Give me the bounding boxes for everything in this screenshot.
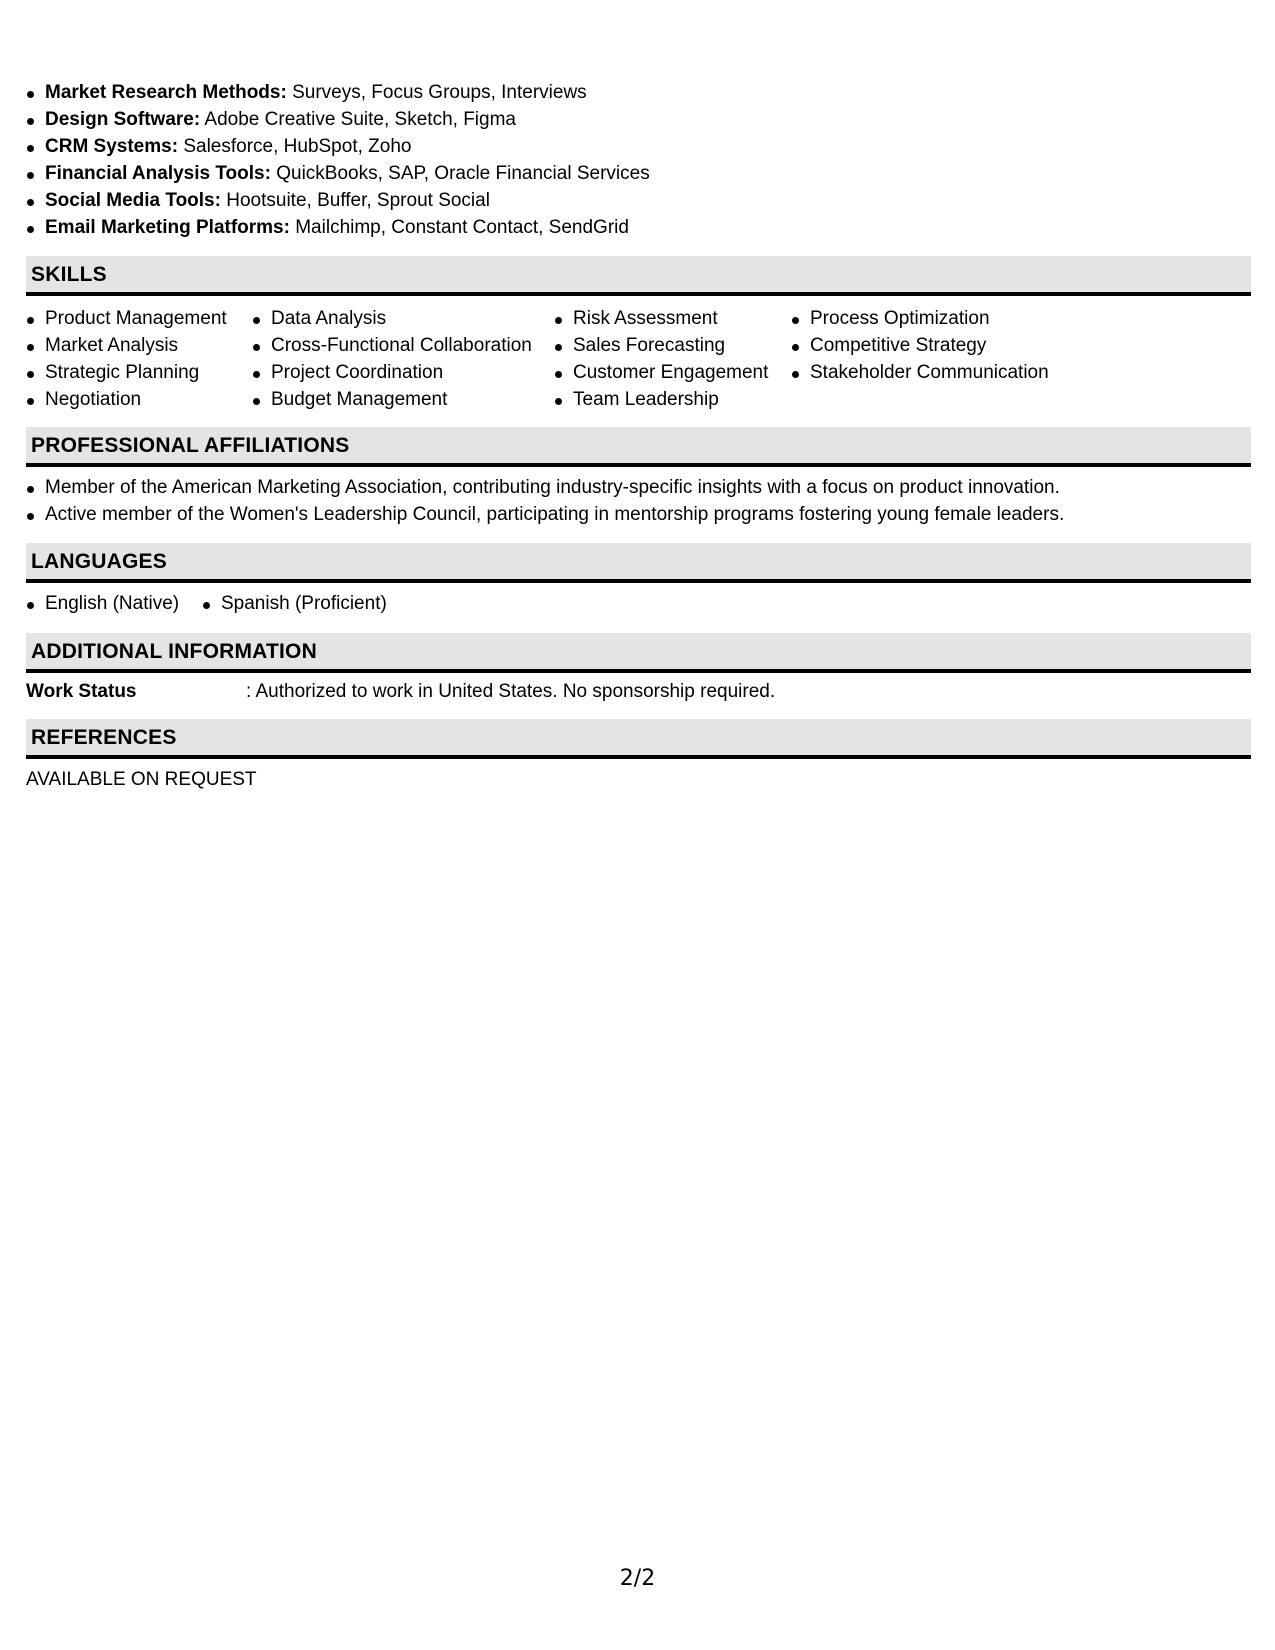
skill-item: [252, 333, 532, 360]
affiliations-section: [26, 427, 1251, 529]
skills-column: [554, 306, 768, 414]
skill-label: Stakeholder Communication: [810, 362, 1049, 383]
skill-item: [26, 333, 227, 360]
skill-item: [791, 333, 1049, 360]
references-section: [26, 719, 1251, 793]
skill-label: Budget Management: [271, 389, 448, 410]
skill-item: [252, 360, 532, 387]
skill-label: Product Management: [45, 308, 227, 329]
bullet-icon: [792, 344, 799, 351]
tool-label: CRM Systems:: [45, 136, 179, 157]
skill-item: [554, 306, 768, 333]
page-number: 2/2: [619, 1566, 656, 1591]
work-status-row: [26, 679, 1251, 707]
bullet-icon: [27, 199, 34, 206]
language-item: [26, 591, 179, 617]
tool-value: Hootsuite, Buffer, Sprout Social: [220, 190, 490, 211]
list-item: [26, 502, 1251, 529]
work-status-value: : Authorized to work in United States. No sponsorship required.: [246, 681, 776, 702]
bullet-icon: [27, 172, 34, 179]
bullet-icon: [792, 317, 799, 324]
skills-column: [252, 306, 532, 414]
tool-value: Surveys, Focus Groups, Interviews: [286, 82, 587, 103]
skill-label: Sales Forecasting: [573, 335, 726, 356]
bullet-icon: [27, 486, 34, 493]
tool-label: Social Media Tools:: [45, 190, 221, 211]
work-status-label: Work Status: [26, 681, 137, 702]
references-text: AVAILABLE ON REQUEST: [26, 769, 257, 790]
bullet-icon: [27, 344, 34, 351]
tool-label: Email Marketing Platforms:: [45, 217, 290, 238]
bullet-icon: [27, 602, 34, 609]
skill-item: [26, 360, 227, 387]
section-header-additional-info: ADDITIONAL INFORMATION: [26, 633, 1251, 673]
skill-label: Customer Engagement: [573, 362, 769, 383]
bullet-icon: [27, 398, 34, 405]
section-header-affiliations: PROFESSIONAL AFFILIATIONS: [26, 427, 1251, 467]
tool-label: Financial Analysis Tools:: [45, 163, 271, 184]
list-item: [26, 215, 1251, 242]
skill-label: Competitive Strategy: [810, 335, 987, 356]
skills-column: [26, 306, 227, 414]
bullet-icon: [27, 317, 34, 324]
bullet-icon: [555, 344, 562, 351]
bullet-icon: [253, 371, 260, 378]
language-item: [202, 591, 387, 617]
skill-label: Cross-Functional Collaboration: [271, 335, 532, 356]
tool-label: Market Research Methods:: [45, 82, 287, 103]
skill-item: [26, 387, 227, 414]
tool-value: Adobe Creative Suite, Sketch, Figma: [200, 109, 516, 130]
bullet-icon: [27, 371, 34, 378]
section-header-languages: LANGUAGES: [26, 543, 1251, 583]
additional-info-section: [26, 633, 1251, 707]
bullet-icon: [253, 398, 260, 405]
list-item: [26, 80, 1251, 107]
list-item: [26, 107, 1251, 134]
skills-section: [26, 256, 1251, 410]
list-item: [26, 188, 1251, 215]
bullet-icon: [555, 317, 562, 324]
languages-row: [26, 591, 1251, 621]
affiliation-text: Active member of the Women's Leadership Council, participating in mentorship programs fostering young female leaders.: [45, 504, 1065, 525]
affiliations-list: [26, 475, 1251, 529]
skills-column: [791, 306, 1049, 387]
skill-label: Project Coordination: [271, 362, 444, 383]
affiliation-text: Member of the American Marketing Association, contributing industry-specific insights with a focus on product innovation.: [45, 477, 1060, 498]
list-item: [26, 134, 1251, 161]
tools-list: [26, 80, 1251, 242]
skill-label: Team Leadership: [573, 389, 719, 410]
skill-label: Negotiation: [45, 389, 142, 410]
section-header-references: REFERENCES: [26, 719, 1251, 759]
bullet-icon: [27, 91, 34, 98]
bullet-icon: [27, 226, 34, 233]
tool-value: QuickBooks, SAP, Oracle Financial Services: [270, 163, 650, 184]
skill-item: [791, 360, 1049, 387]
resume-page: [26, 0, 1251, 1650]
skill-item: [554, 387, 768, 414]
bullet-icon: [555, 398, 562, 405]
languages-section: [26, 543, 1251, 621]
skill-item: [791, 306, 1049, 333]
bullet-icon: [792, 371, 799, 378]
skill-label: Risk Assessment: [573, 308, 718, 329]
tool-label: Design Software:: [45, 109, 201, 130]
bullet-icon: [27, 145, 34, 152]
bullet-icon: [27, 118, 34, 125]
tool-value: Mailchimp, Constant Contact, SendGrid: [289, 217, 629, 238]
language-label: Spanish (Proficient): [221, 593, 387, 614]
list-item: [26, 475, 1251, 502]
bullet-icon: [27, 513, 34, 520]
language-label: English (Native): [45, 593, 180, 614]
skill-item: [26, 306, 227, 333]
bullet-icon: [555, 371, 562, 378]
skill-label: Data Analysis: [271, 308, 387, 329]
skill-item: [554, 360, 768, 387]
skill-item: [252, 306, 532, 333]
bullet-icon: [253, 344, 260, 351]
bullet-icon: [203, 602, 210, 609]
bullet-icon: [253, 317, 260, 324]
skill-label: Strategic Planning: [45, 362, 200, 383]
skill-item: [252, 387, 532, 414]
skill-label: Market Analysis: [45, 335, 179, 356]
skills-grid: [26, 306, 1251, 416]
skill-item: [554, 333, 768, 360]
tool-value: Salesforce, HubSpot, Zoho: [178, 136, 412, 157]
skill-label: Process Optimization: [810, 308, 990, 329]
section-header-skills: SKILLS: [26, 256, 1251, 296]
list-item: [26, 161, 1251, 188]
